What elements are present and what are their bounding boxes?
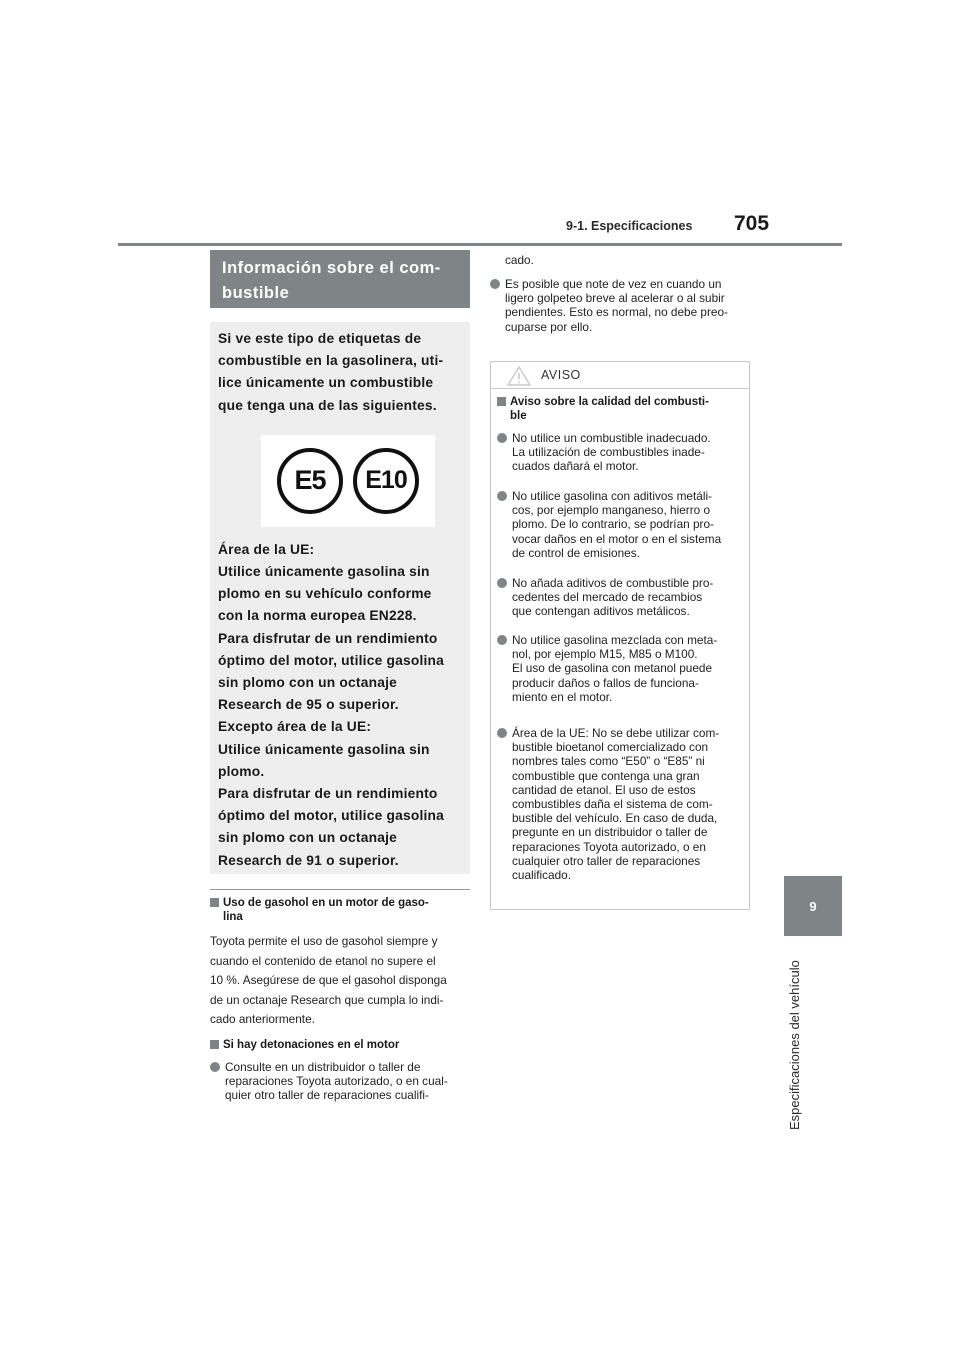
round-bullet-icon [497, 635, 507, 645]
notice-header [491, 362, 749, 389]
eu-octane-paragraph: Para disfrutar de un rendimiento óptimo del motor, utilice gasolina sin plomo con un octanaje Research de 95 o superior. [218, 630, 445, 713]
knocking-bullet-2: Es posible que note de vez en cuando un ligero golpeteo breve al acelerar o al subir pendientes. Esto es normal, no debe preo- cuparse por ello. [490, 277, 752, 334]
section-divider [210, 889, 470, 890]
notice-heading: Aviso sobre la calidad del combusti- ble [497, 395, 741, 423]
e5-fuel-label: E5 [277, 448, 343, 514]
round-bullet-icon [497, 433, 507, 443]
page-number: 705 [734, 212, 770, 235]
section-title: 9-1. Especificaciones [566, 219, 693, 233]
fuel-intro-paragraph: Si ve este tipo de etiquetas de combustible en la gasolinera, uti- lice únicamente un combustible que tenga una de las siguientes. [218, 331, 444, 413]
round-bullet-icon [497, 491, 507, 501]
chapter-number: 9 [809, 898, 817, 914]
notice-item-5: Área de la UE: No se debe utilizar com- bustible bioetanol comercializado con nombres tales como “E50” o “E85” ni combustible que contenga una gran cantidad de etanol. El uso de estos combustibles daña el sistema de com- bustible del vehículo. En caso de duda, pregunte en un distribuidor o taller de reparaciones Toyota autorizado, o en cualquier otro taller de reparaciones cualificado. [497, 726, 741, 882]
non-eu-octane-paragraph: Para disfrutar de un rendimiento óptimo del motor, utilice gasolina sin plomo con un octanaje Research de 91 o superior. [218, 786, 445, 868]
knocking-heading: Si hay detonaciones en el motor [210, 1038, 472, 1052]
fuel-info-box [210, 322, 470, 874]
fuel-info-title-line2: bustible [222, 284, 290, 302]
knocking-continuation: cado. [505, 253, 534, 267]
eu-unleaded-paragraph: Utilice únicamente gasolina sin plomo en su vehículo conforme con la norma europea EN228. [218, 564, 432, 624]
square-bullet-icon [497, 397, 506, 406]
round-bullet-icon [210, 1062, 220, 1072]
eu-area-heading: Área de la UE: [218, 541, 315, 557]
notice-box [490, 361, 750, 910]
square-bullet-icon [210, 898, 219, 907]
fuel-info-title-line1: Información sobre el com- [222, 259, 441, 277]
gasohol-body: Toyota permite el uso de gasohol siempre y cuando el contenido de etanol no supere el 10 %. Asegúrese de que el gasohol disponga de un octanaje Research que cumpla lo indi- cado anteriormente. [210, 934, 447, 1027]
square-bullet-icon [210, 1040, 219, 1049]
warning-triangle-icon [507, 366, 531, 391]
notice-item-2: No utilice gasolina con aditivos metáli- cos, por ejemplo manganeso, hierro o plomo. De lo contrario, se podrían pro- vocar daños en el motor o en el sistema de control de emisiones. [497, 489, 741, 560]
non-eu-heading: Excepto área de la UE: [218, 719, 372, 735]
fuel-info-title [210, 250, 470, 308]
e10-fuel-label: E10 [353, 448, 419, 514]
round-bullet-icon [497, 578, 507, 588]
non-eu-unleaded-paragraph: Utilice únicamente gasolina sin plomo. [218, 741, 430, 779]
notice-item-3: No añada aditivos de combustible pro- cedentes del mercado de recambios que contengan aditivos metálicos. [497, 576, 741, 619]
chapter-label: Especificaciones del vehículo [787, 960, 802, 1130]
gasohol-heading: Uso de gasohol en un motor de gaso- lina [210, 896, 472, 924]
chapter-tab[interactable] [784, 876, 842, 936]
round-bullet-icon [497, 728, 507, 738]
notice-item-1: No utilice un combustible inadecuado. La utilización de combustibles inade- cuados dañará el motor. [497, 431, 741, 474]
fuel-labels-image [261, 435, 435, 527]
header-rule [118, 243, 842, 246]
notice-item-4: No utilice gasolina mezclada con meta- nol, por ejemplo M15, M85 o M100. El uso de gasolina con metanol puede producir daños o fallos de funciona- miento en el motor. [497, 633, 741, 704]
notice-label: AVISO [541, 368, 581, 382]
knocking-bullet-1: Consulte en un distribuidor o taller de reparaciones Toyota autorizado, o en cual- quier otro taller de reparaciones cualifi- [210, 1060, 474, 1103]
round-bullet-icon [490, 279, 500, 289]
